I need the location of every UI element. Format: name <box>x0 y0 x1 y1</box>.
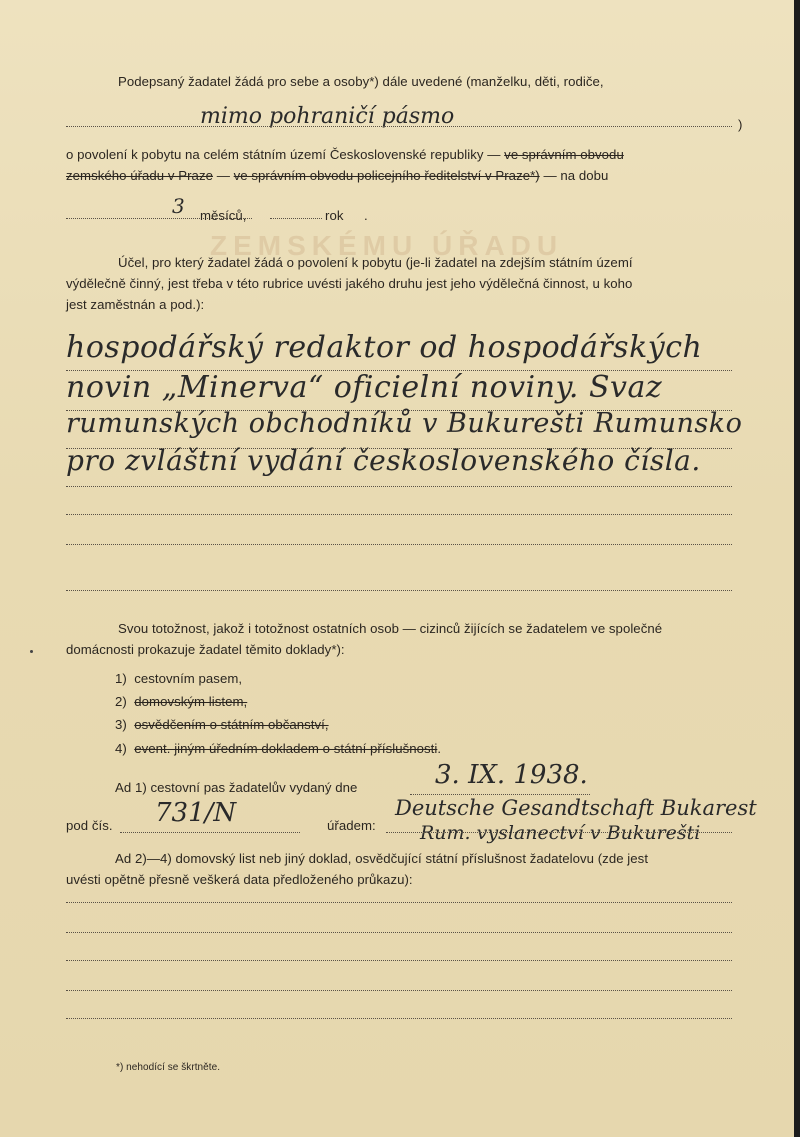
struck-text: ve správním obvodu policejního ředitelství v Praze*) <box>233 168 540 183</box>
ad2-line-2: uvésti opětně přesně veškerá data předloženého průkazu): <box>66 872 413 887</box>
ad2-line <box>66 902 732 903</box>
ad2-line <box>66 932 732 933</box>
issuing-office-2: Rum. vyslanectví v Bukurešti <box>420 822 701 844</box>
doc-item-1: 1) cestovním pasem, <box>115 671 243 686</box>
ad2-line <box>66 990 732 991</box>
issuing-office-1: Deutsche Gesandtschaft Bukarest <box>395 796 757 820</box>
purpose-handwritten-1: hospodářský redaktor od hospodářských <box>66 330 703 365</box>
margin-dot <box>30 650 33 653</box>
office-label: úřadem: <box>327 818 376 833</box>
purpose-line <box>66 486 732 487</box>
purpose-handwritten-2: novin „Minerva“ oficielní noviny. Svaz <box>66 370 663 405</box>
doc-item-2: 2) domovským listem, <box>115 694 248 709</box>
passport-date-line <box>410 794 590 795</box>
duration-value: 3 <box>172 194 185 218</box>
purpose-line <box>66 590 732 591</box>
permit-line-1: o povolení k pobytu na celém státním území Československé republiky — ve správním obvodu <box>66 147 624 162</box>
identity-line-2: domácnosti prokazuje žadatel těmito doklady*): <box>66 642 345 657</box>
intro-line: Podepsaný žadatel žádá pro sebe a osoby*) dále uvedené (manželku, děti, rodiče, <box>118 74 604 89</box>
issuing-office-line <box>386 832 732 833</box>
duration-years-line <box>270 218 322 219</box>
ad2-line <box>66 960 732 961</box>
purpose-handwritten-4: pro zvláštní vydání československého čísla. <box>66 444 701 477</box>
struck-text: ve správním obvodu <box>504 147 624 162</box>
struck-text: zemského úřadu v Praze <box>66 168 213 183</box>
doc-item-3: 3) osvědčením o státním občanství, <box>115 717 329 732</box>
purpose-line <box>66 544 732 545</box>
close-paren: ) <box>738 117 743 132</box>
persons-line <box>66 126 732 127</box>
number-label: pod čís. <box>66 818 113 833</box>
permit-line-2: zemského úřadu v Praze — ve správním obvodu policejního ředitelství v Praze*) — na dobu <box>66 168 609 183</box>
footnote: *) nehodící se škrtněte. <box>116 1062 221 1073</box>
doc-item-4: 4) event. jiným úředním dokladem o státní příslušnosti. <box>115 741 442 756</box>
period: . <box>364 208 368 223</box>
months-label: měsíců, <box>200 208 247 223</box>
years-label: rok <box>325 208 344 223</box>
passport-number-line <box>120 832 300 833</box>
purpose-line-2: výdělečně činný, jest třeba v této rubrice uvésti jakého druhu jest jeho výdělečná činnost, u koho <box>66 276 633 291</box>
faded-stamp: ZEMSKÉMU ÚŘADU <box>210 230 564 261</box>
ad1-label: Ad 1) cestovní pas žadatelův vydaný dne <box>115 780 358 795</box>
persons-handwritten: mimo pohraničí pásmo <box>200 104 455 129</box>
purpose-line-3: jest zaměstnán a pod.): <box>66 297 205 312</box>
purpose-handwritten-3: rumunských obchodníků v Bukurešti Rumunsko <box>66 408 743 439</box>
ad2-line-1: Ad 2)—4) domovský list neb jiný doklad, osvědčující státní příslušnost žadatelovu (zde jest <box>115 851 649 866</box>
purpose-line <box>66 514 732 515</box>
identity-line-1: Svou totožnost, jakož i totožnost ostatních osob — cizinců žijících se žadatelem ve společné <box>118 621 663 636</box>
passport-date: 3. IX. 1938. <box>435 760 588 790</box>
purpose-line-1: Účel, pro který žadatel žádá o povolení k pobytu (je-li žadatel na zdejším státním území <box>118 255 633 270</box>
scan-edge <box>794 0 800 1137</box>
ad2-line <box>66 1018 732 1019</box>
passport-number: 731/N <box>155 798 237 828</box>
